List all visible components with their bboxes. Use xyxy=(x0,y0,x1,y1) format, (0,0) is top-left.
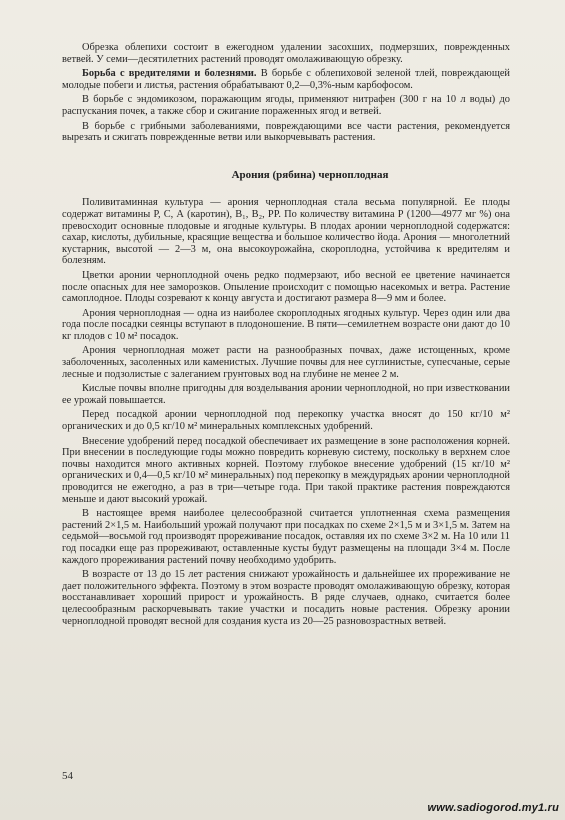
pests-heading: Борьба с вредителями и болезнями. xyxy=(82,68,257,80)
pests-text: В борьбе с облепиховой зеленой тлей, повреждающей молодые побеги и листья, растения обрабатывают 0,2—0,3%-ным карбофосом. xyxy=(62,68,510,91)
paragraph-aronia-1: Поливитаминная культура — арония черноплодная стала весьма популярной. Ее плоды содержат витамины Р, С, А (каротин), B₁, B₂, PP. По количеству витамина Р (1200—4977 мг %) она превосходит основные плодовые и ягодные культуры. В плодах аронии черноплодной содержатся: сахар, кислоты, дубильные, красящие вещества и большое количество йода. Арония — многолетний кустарник, высотой — 2—3 м, она высокоурожайна, скороплодна, устойчива к вредителям и болезням. xyxy=(62,197,510,267)
paragraph-aronia-5: Кислые почвы вполне пригодны для возделывания аронии черноплодной, но при известковании ее урожай повышается. xyxy=(62,383,510,406)
paragraph-fungal: В борьбе с грибными заболеваниями, повреждающими все части растения, рекомендуется вырезать и сжигать поврежденные ветви или выкорчевывать растения. xyxy=(62,120,510,144)
page-number: 54 xyxy=(62,770,73,782)
page-text xyxy=(62,42,510,630)
paragraph-pests xyxy=(62,68,510,91)
paragraph-aronia-8: В настоящее время наиболее целесообразной считается уплотненная схема размещения растений 2×1,5 м. Наибольший урожай получают при посадках по схеме 2×1,5 м и 3×1,5 м. Затем на седьмой—восьмой год производят прореживание посадок, оставляя их по схеме 3×2 м. На 10 или 11 год посадки еще раз прореживают, оставленные кусты будут размещены на площади 3×4 м. После каждого прореживания растений почву необходимо удобрить. xyxy=(62,508,510,566)
paragraph-aronia-6: Перед посадкой аронии черноплодной под перекопку участка вносят до 150 кг/10 м² органических и до 0,5 кг/10 м² минеральных комплексных удобрений. xyxy=(62,409,510,433)
paragraph-aronia-3: Арония черноплодная — одна из наиболее скороплодных ягодных культур. Через один или два года после посадки сеянцы вступают в плодоношение. В пяти—семилетнем возрасте они дают до 10 кг плодов с 10 м² посадок. xyxy=(62,307,510,342)
section-title: Арония (рябина) черноплодная xyxy=(231,168,389,181)
paragraph-endomycosis: В борьбе с эндомикозом, поражающим ягоды, применяют нитрафен (300 г на 10 л воды) до распускания почек, а также сбор и сжигание пораженных ягод и ветвей. xyxy=(62,94,510,117)
paragraph-aronia-9: В возрасте от 13 до 15 лет растения снижают урожайность и дальнейшее их прореживание не дает положительного эффекта. Поэтому в этом возрасте проводят омолаживающую обрезку, которая восстанавливает хороший прирост и урожайность. В ряде случаев, однако, считается более целесообразным раскорчевывать такие участки и посадить новые растения. Обрезку аронии черноплодной проводят весной для создания куста из 20—25 разновозрастных ветвей. xyxy=(62,569,510,627)
paragraph-aronia-7: Внесение удобрений перед посадкой обеспечивает их размещение в зоне расположения корней. При внесении в последующие годы можно повредить корневую систему, поскольку в верхнем слое почвы находится много активных корней. Поэтому глубокое внесение удобрений (15 кг/10 м² органических и 0,4—0,5 кг/10 м² минеральных) под перекопку в междурядьях аронии черноплодной проводится не ежегодно, а раз в три—четыре года. При такой практике растения повреждаются меньше и дают высокий урожай. xyxy=(62,435,510,505)
site-watermark: www.sadiogorod.my1.ru xyxy=(427,802,559,814)
paragraph-aronia-2: Цветки аронии черноплодной очень редко подмерзают, ибо весной ее цветение начинается после опасных для нее заморозков. Опыление происходит с помощью насекомых и ветра. Растение самоплодное. Плоды созревают к концу августа и достигают размера 8—9 мм и более. xyxy=(62,269,510,305)
paragraph-aronia-4: Арония черноплодная может расти на разнообразных почвах, даже истощенных, кроме заболоченных, засоленных или каменистых. Лучшие почвы для нее суглинистые, супесчаные, серые лесные и подзолистые с залеганием грунтовых вод на глубине не менее 2 м. xyxy=(62,345,510,380)
paragraph-pruning: Обрезка облепихи состоит в ежегодном удалении засохших, подмерзших, поврежденных ветвей. У семи—десятилетних растений проводят омолаживающую обрезку. xyxy=(62,42,510,65)
